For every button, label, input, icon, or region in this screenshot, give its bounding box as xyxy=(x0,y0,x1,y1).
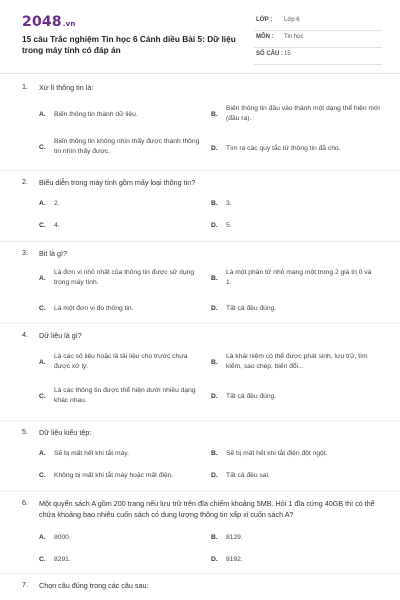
option-letter: D. xyxy=(211,305,218,312)
option-letter: D. xyxy=(211,472,218,479)
meta-label: LỚP : xyxy=(256,17,273,23)
option-letter: A. xyxy=(39,450,46,457)
option-letter: C. xyxy=(39,144,46,151)
question-divider xyxy=(0,170,400,171)
question-divider xyxy=(0,323,400,324)
option-text: Tất cả đều đúng. xyxy=(226,393,277,400)
question-2 xyxy=(0,177,400,237)
question-divider xyxy=(0,573,400,574)
option-text: Tất cả đều đúng. xyxy=(226,305,277,312)
option-letter: A. xyxy=(39,200,46,207)
question-number: 7. xyxy=(22,580,28,589)
option-letter: A. xyxy=(39,359,46,366)
question-text: Biểu diễn trong máy tính gồm mấy loại thông tin? xyxy=(39,178,196,187)
option-text: Là một đơn vị đo thông tin. xyxy=(54,305,134,312)
question-text: Xử lí thông tin là: xyxy=(39,83,94,92)
option-letter: C. xyxy=(39,305,46,312)
option-text: 3. xyxy=(226,200,232,207)
document-meta xyxy=(254,14,382,65)
option-letter: D. xyxy=(211,393,218,400)
question-number: 3. xyxy=(22,248,28,257)
option-text: 4. xyxy=(54,222,60,229)
option-letter: D. xyxy=(211,556,218,563)
question-number: 2. xyxy=(22,177,28,186)
site-logo[interactable]: 2048.vn xyxy=(22,14,76,30)
option-letter: B. xyxy=(211,534,218,541)
option-text: 8192. xyxy=(226,556,243,563)
question-4 xyxy=(0,330,400,416)
question-1 xyxy=(0,82,400,168)
meta-label: MÔN : xyxy=(256,34,274,40)
option-text: Biến thông tin không nhìn thấy được thành thông tin nhìn thấy được. xyxy=(54,138,200,155)
document-title: 15 câu Trắc nghiệm Tin học 6 Cánh diều Bài 5: Dữ liệu trong máy tính có đáp án xyxy=(22,34,236,55)
option-text: Không bị mất khi tắt máy hoặc mất điện. xyxy=(54,472,174,479)
option-text: Tìm ra các quy tắc từ thông tin đã cho. xyxy=(226,145,341,152)
option-letter: D. xyxy=(211,145,218,152)
option-text: Biến thông tin đầu vào thành một dạng thể hiện mới (đầu ra). xyxy=(226,105,380,122)
meta-question-count xyxy=(254,48,382,65)
meta-label: SỐ CÂU : xyxy=(256,51,283,57)
option-text: 8000. xyxy=(54,534,71,541)
header-divider xyxy=(0,73,400,74)
option-text: Là các số liệu hoặc là tài liệu cho trước chưa được xử lý. xyxy=(54,353,188,370)
question-divider xyxy=(0,241,400,242)
option-text: Tất cả đều sai. xyxy=(226,472,270,479)
option-text: Là các thông tin được thể hiện dưới nhiều dạng khác nhau. xyxy=(54,387,196,404)
option-text: Sẽ bị mất hết khi tắt máy. xyxy=(54,450,129,457)
option-text: Biến thông tin thành dữ liệu. xyxy=(54,111,138,118)
option-letter: C. xyxy=(39,393,46,400)
meta-class xyxy=(254,14,382,31)
document-header xyxy=(0,0,400,72)
question-number: 4. xyxy=(22,330,28,339)
option-text: Sẽ bị mất hết khi tắt điện đột ngột. xyxy=(226,450,328,457)
option-text: Là một phần tử nhỏ mang một trong 2 giá trị 0 và 1. xyxy=(226,269,372,286)
question-number: 1. xyxy=(22,82,28,91)
option-letter: C. xyxy=(39,472,46,479)
option-letter: B. xyxy=(211,450,218,457)
option-letter: C. xyxy=(39,222,46,229)
question-text: Dữ liệu kiểu tệp: xyxy=(39,428,92,437)
option-letter: C. xyxy=(39,556,46,563)
question-6 xyxy=(0,498,400,570)
option-letter: B. xyxy=(211,359,218,366)
option-text: 2. xyxy=(54,200,60,207)
meta-value: Lớp 6 xyxy=(284,17,300,23)
option-letter: D. xyxy=(211,222,218,229)
option-text: Là đơn vị nhỏ nhất của thông tin được sử dụng trong máy tính. xyxy=(54,269,195,286)
question-divider xyxy=(0,491,400,492)
question-divider xyxy=(0,420,400,421)
question-number: 5. xyxy=(22,427,28,436)
meta-value: Tin học xyxy=(284,34,304,40)
option-text: 5. xyxy=(226,222,232,229)
question-number: 6. xyxy=(22,498,28,507)
question-7 xyxy=(0,580,400,596)
option-letter: B. xyxy=(211,111,218,118)
option-text: 8291. xyxy=(54,556,71,563)
option-text: 8129. xyxy=(226,534,243,541)
option-letter: B. xyxy=(211,275,218,282)
question-text: Một quyển sách A gồm 200 trang nếu lưu trữ trên đĩa chiếm khoảng 5MB. Hỏi 1 đĩa cứng 40GB thì có thể chứa khoảng bao nhiêu cuốn sách có dung lượng thông tin xấp xỉ cuốn sách A? xyxy=(39,499,375,519)
question-text: Dữ liệu là gì? xyxy=(39,331,82,340)
meta-subject xyxy=(254,31,382,48)
question-text: Bit là gì? xyxy=(39,249,67,258)
option-letter: A. xyxy=(39,275,46,282)
question-text: Chọn câu đúng trong các câu sau: xyxy=(39,581,149,590)
meta-value: 15 xyxy=(284,51,291,57)
question-3 xyxy=(0,248,400,318)
option-text: Là khái niệm có thể được phát sinh, lưu trữ, tìm kiếm, sao chép, biến đổi... xyxy=(226,353,368,370)
option-letter: A. xyxy=(39,111,46,118)
option-letter: A. xyxy=(39,534,46,541)
question-5 xyxy=(0,427,400,487)
option-letter: B. xyxy=(211,200,218,207)
